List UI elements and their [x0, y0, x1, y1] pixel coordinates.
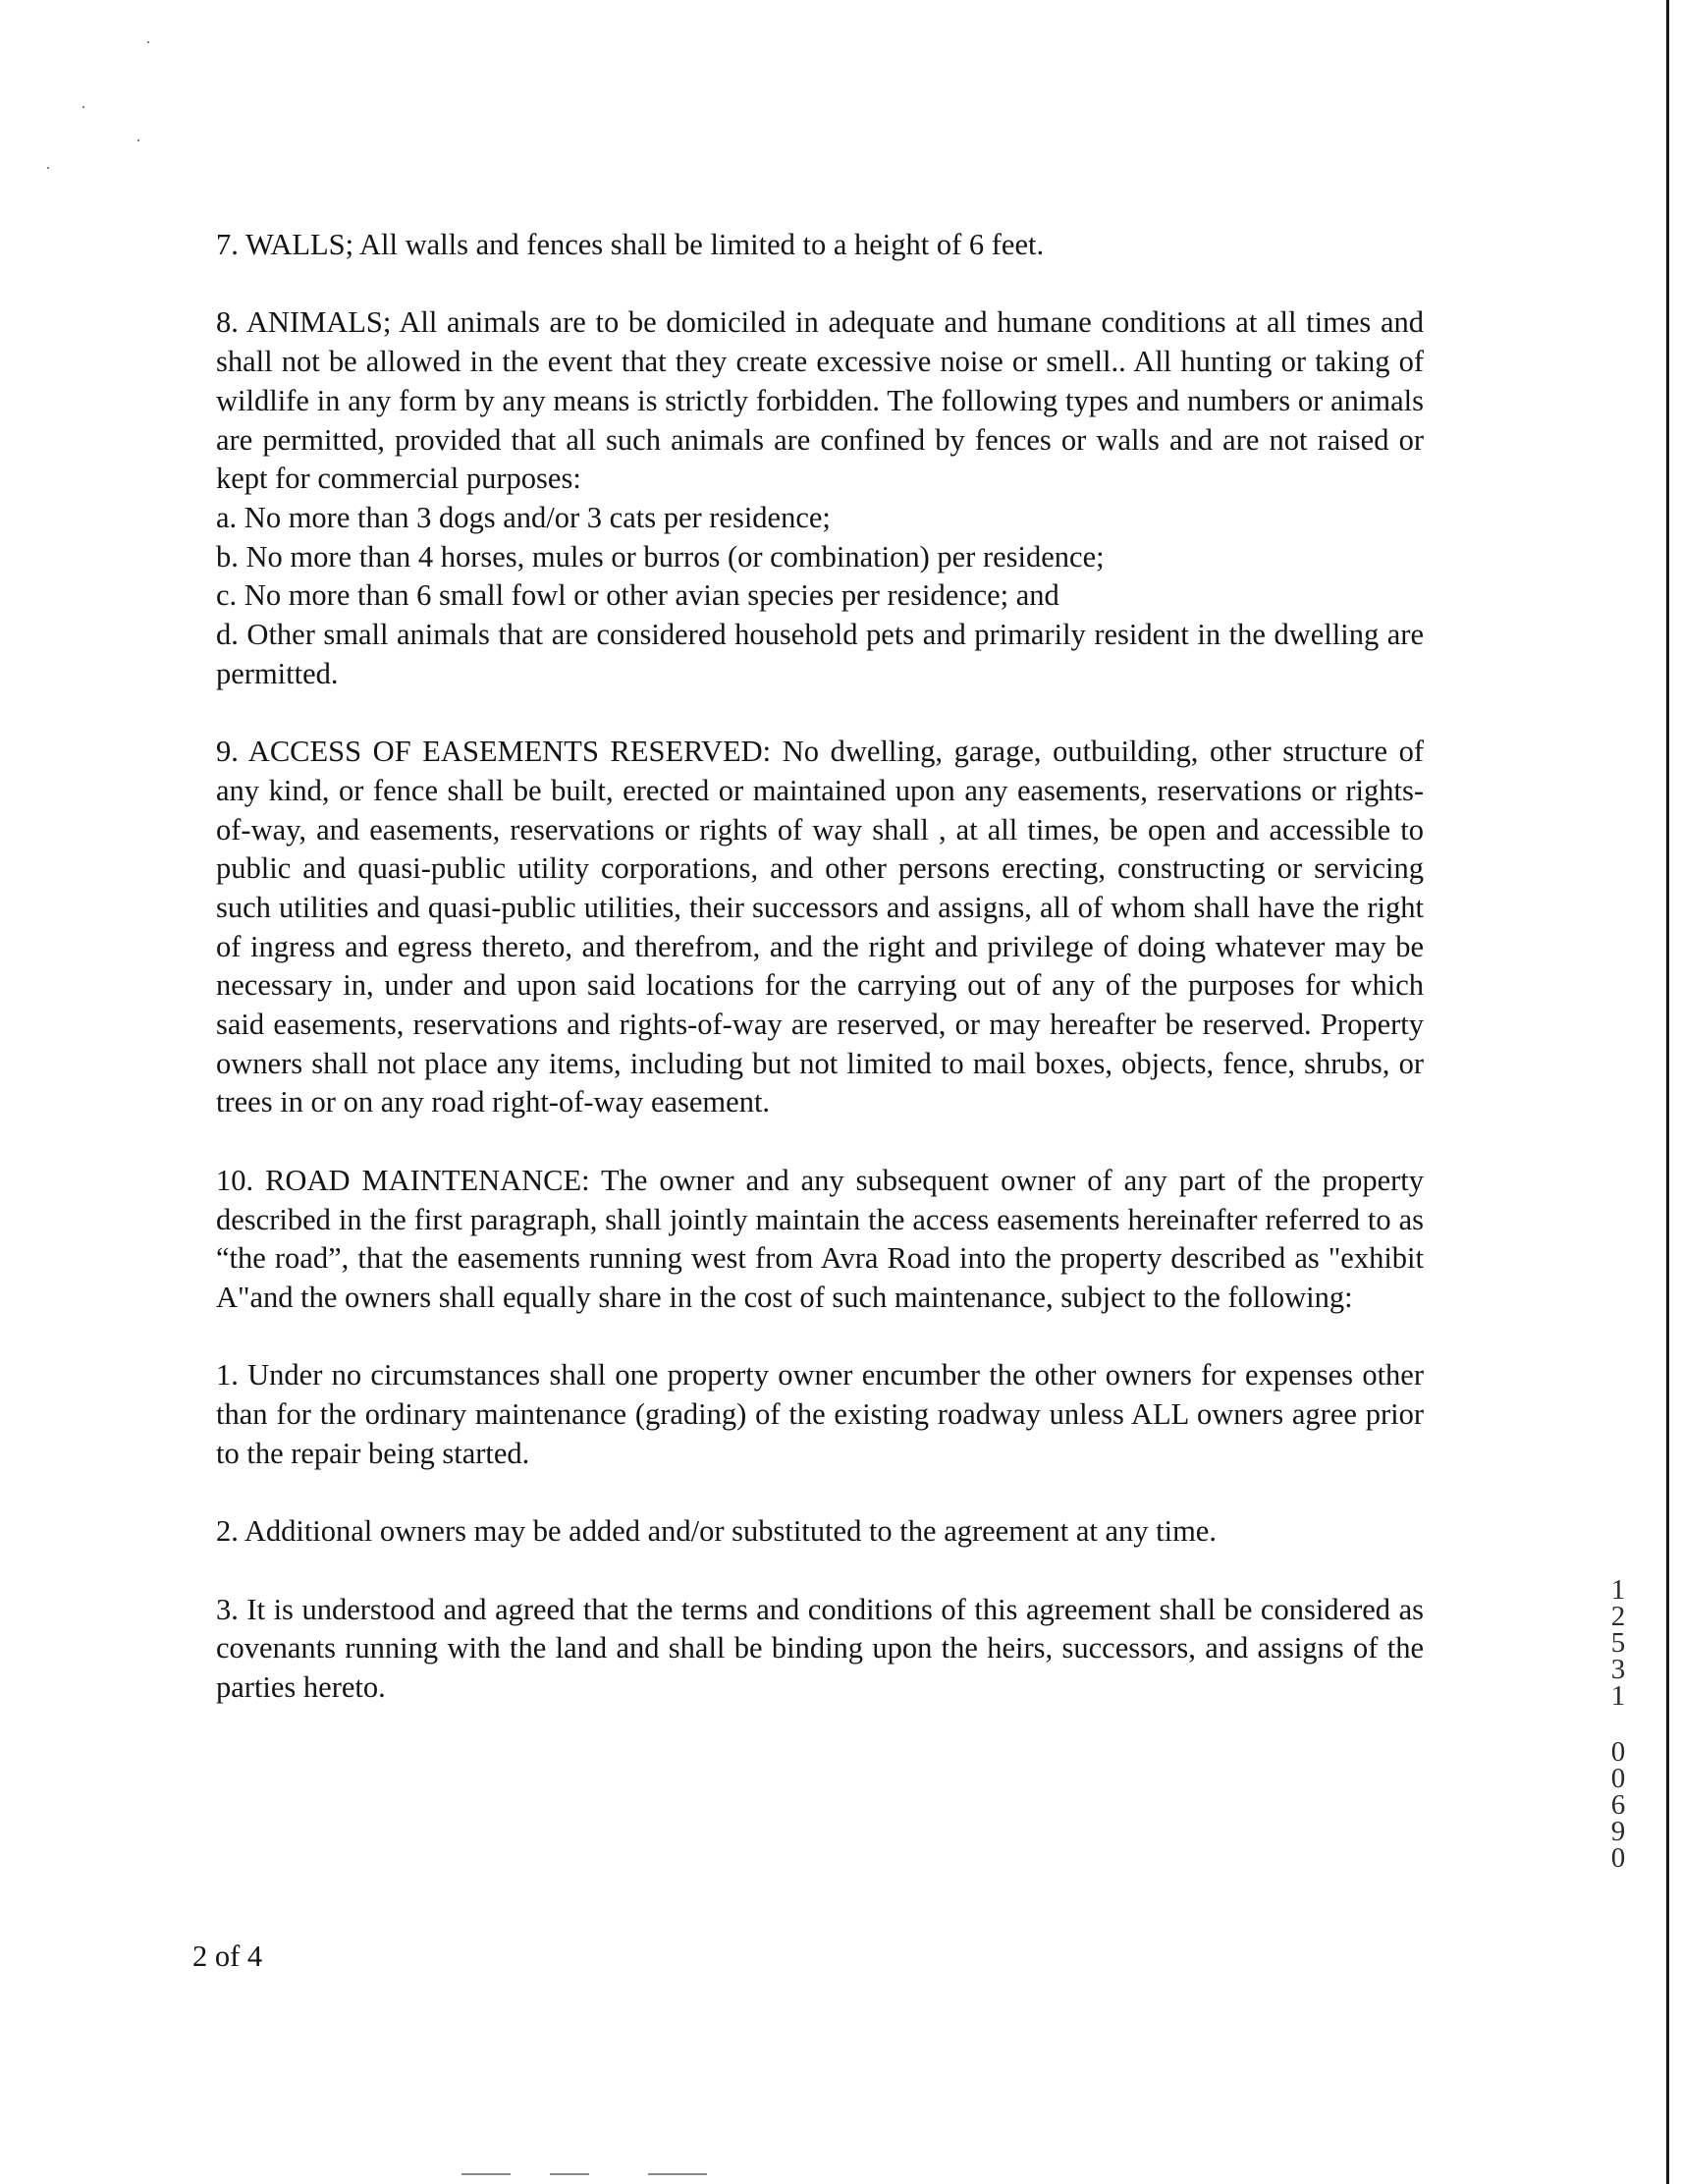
stamp-digit: 0	[1610, 1736, 1626, 1768]
stamp-gap	[1599, 1710, 1638, 1739]
subsection-1: 1. Under no circumstances shall one property owner encumber the other owners for expenses other than for the ordinary maintenance (grading) of the existing roadway unless ALL owners agree prior to the repair being started.	[216, 1358, 1424, 1470]
page-number: 2 of 4	[192, 1939, 263, 1973]
stamp-digit: 1	[1610, 1680, 1626, 1712]
section-8-animals	[216, 303, 1424, 693]
section-10-road-maintenance: 10. ROAD MAINTENANCE: The owner and any subsequent owner of any part of the property described in the first paragraph, shall jointly maintain the access easements hereinafter referred to as “the road”, that the easements running west from Avra Road into the property described as "exhibit A"and the owners shall equally share in the cost of such maintenance, subject to the following:	[216, 1163, 1424, 1314]
subsection-3: 3. It is understood and agreed that the terms and conditions of this agreement shall be considered as covenants running with the land and shall be binding upon the heirs, successors, and assigns of the parties hereto.	[216, 1592, 1424, 1704]
scan-speck	[82, 106, 84, 108]
subsection-2: 2. Additional owners may be added and/or substituted to the agreement at any time.	[216, 1514, 1217, 1549]
list-item: c. No more than 6 small fowl or other avian species per residence; and	[216, 578, 1059, 613]
scan-artifact	[461, 2173, 511, 2175]
scan-speck	[147, 41, 149, 43]
scan-artifact	[648, 2173, 707, 2175]
scan-edge-line	[1666, 0, 1669, 2184]
section-8-intro: 8. ANIMALS; All animals are to be domiciled in adequate and humane conditions at all times and shall not be allowed in the event that they create excessive noise or smell.. All hunting or taking of wildlife in any form by any means is strictly forbidden. The following types and numbers or animals are permitted, provided that all such animals are confined by fences or walls and are not raised or kept for commercial purposes:	[216, 305, 1424, 496]
list-item: a. No more than 3 dogs and/or 3 cats per residence;	[216, 500, 831, 534]
scan-artifact	[550, 2173, 589, 2175]
section-9-easements: 9. ACCESS OF EASEMENTS RESERVED: No dwelling, garage, outbuilding, other structure of any kind, or fence shall be built, erected or maintained upon any easements, reservations or rights-of-way, and easements, reservations or rights of way shall , at all times, be open and accessible to public and quasi-public utility corporations, and other persons erecting, constructing or servicing such utilities and quasi-public utilities, their successors and assigns, all of whom shall have the right of ingress and egress thereto, and therefrom, and the right and privilege of doing whatever may be necessary in, under and upon said locations for the carrying out of any of the purposes for which said easements, reservations and rights-of-way are reserved, or may hereafter be reserved. Property owners shall not place any items, including but not limited to mail boxes, objects, fence, shrubs, or trees in or on any road right-of-way easement.	[216, 735, 1424, 1119]
stamp-digit: 1	[1610, 1574, 1626, 1606]
section-7-walls: 7. WALLS; All walls and fences shall be limited to a height of 6 feet.	[216, 228, 1045, 261]
list-item: d. Other small animals that are considered household pets and primarily resident in the dwelling are permitted.	[216, 618, 1424, 690]
stamp-digit: 2	[1610, 1601, 1626, 1632]
animal-limits-list	[216, 499, 1424, 694]
recording-stamp	[1599, 1574, 1638, 1874]
stamp-digit: 6	[1610, 1789, 1626, 1821]
scan-speck	[47, 167, 49, 169]
stamp-digit: 0	[1610, 1763, 1626, 1794]
scan-speck	[137, 139, 139, 141]
stamp-digit: 9	[1610, 1816, 1626, 1847]
stamp-digit: 5	[1610, 1627, 1626, 1659]
list-item: b. No more than 4 horses, mules or burros (or combination) per residence;	[216, 539, 1105, 573]
stamp-digit: 0	[1610, 1842, 1626, 1874]
stamp-digit: 3	[1610, 1654, 1626, 1685]
document-body	[216, 226, 1424, 1746]
